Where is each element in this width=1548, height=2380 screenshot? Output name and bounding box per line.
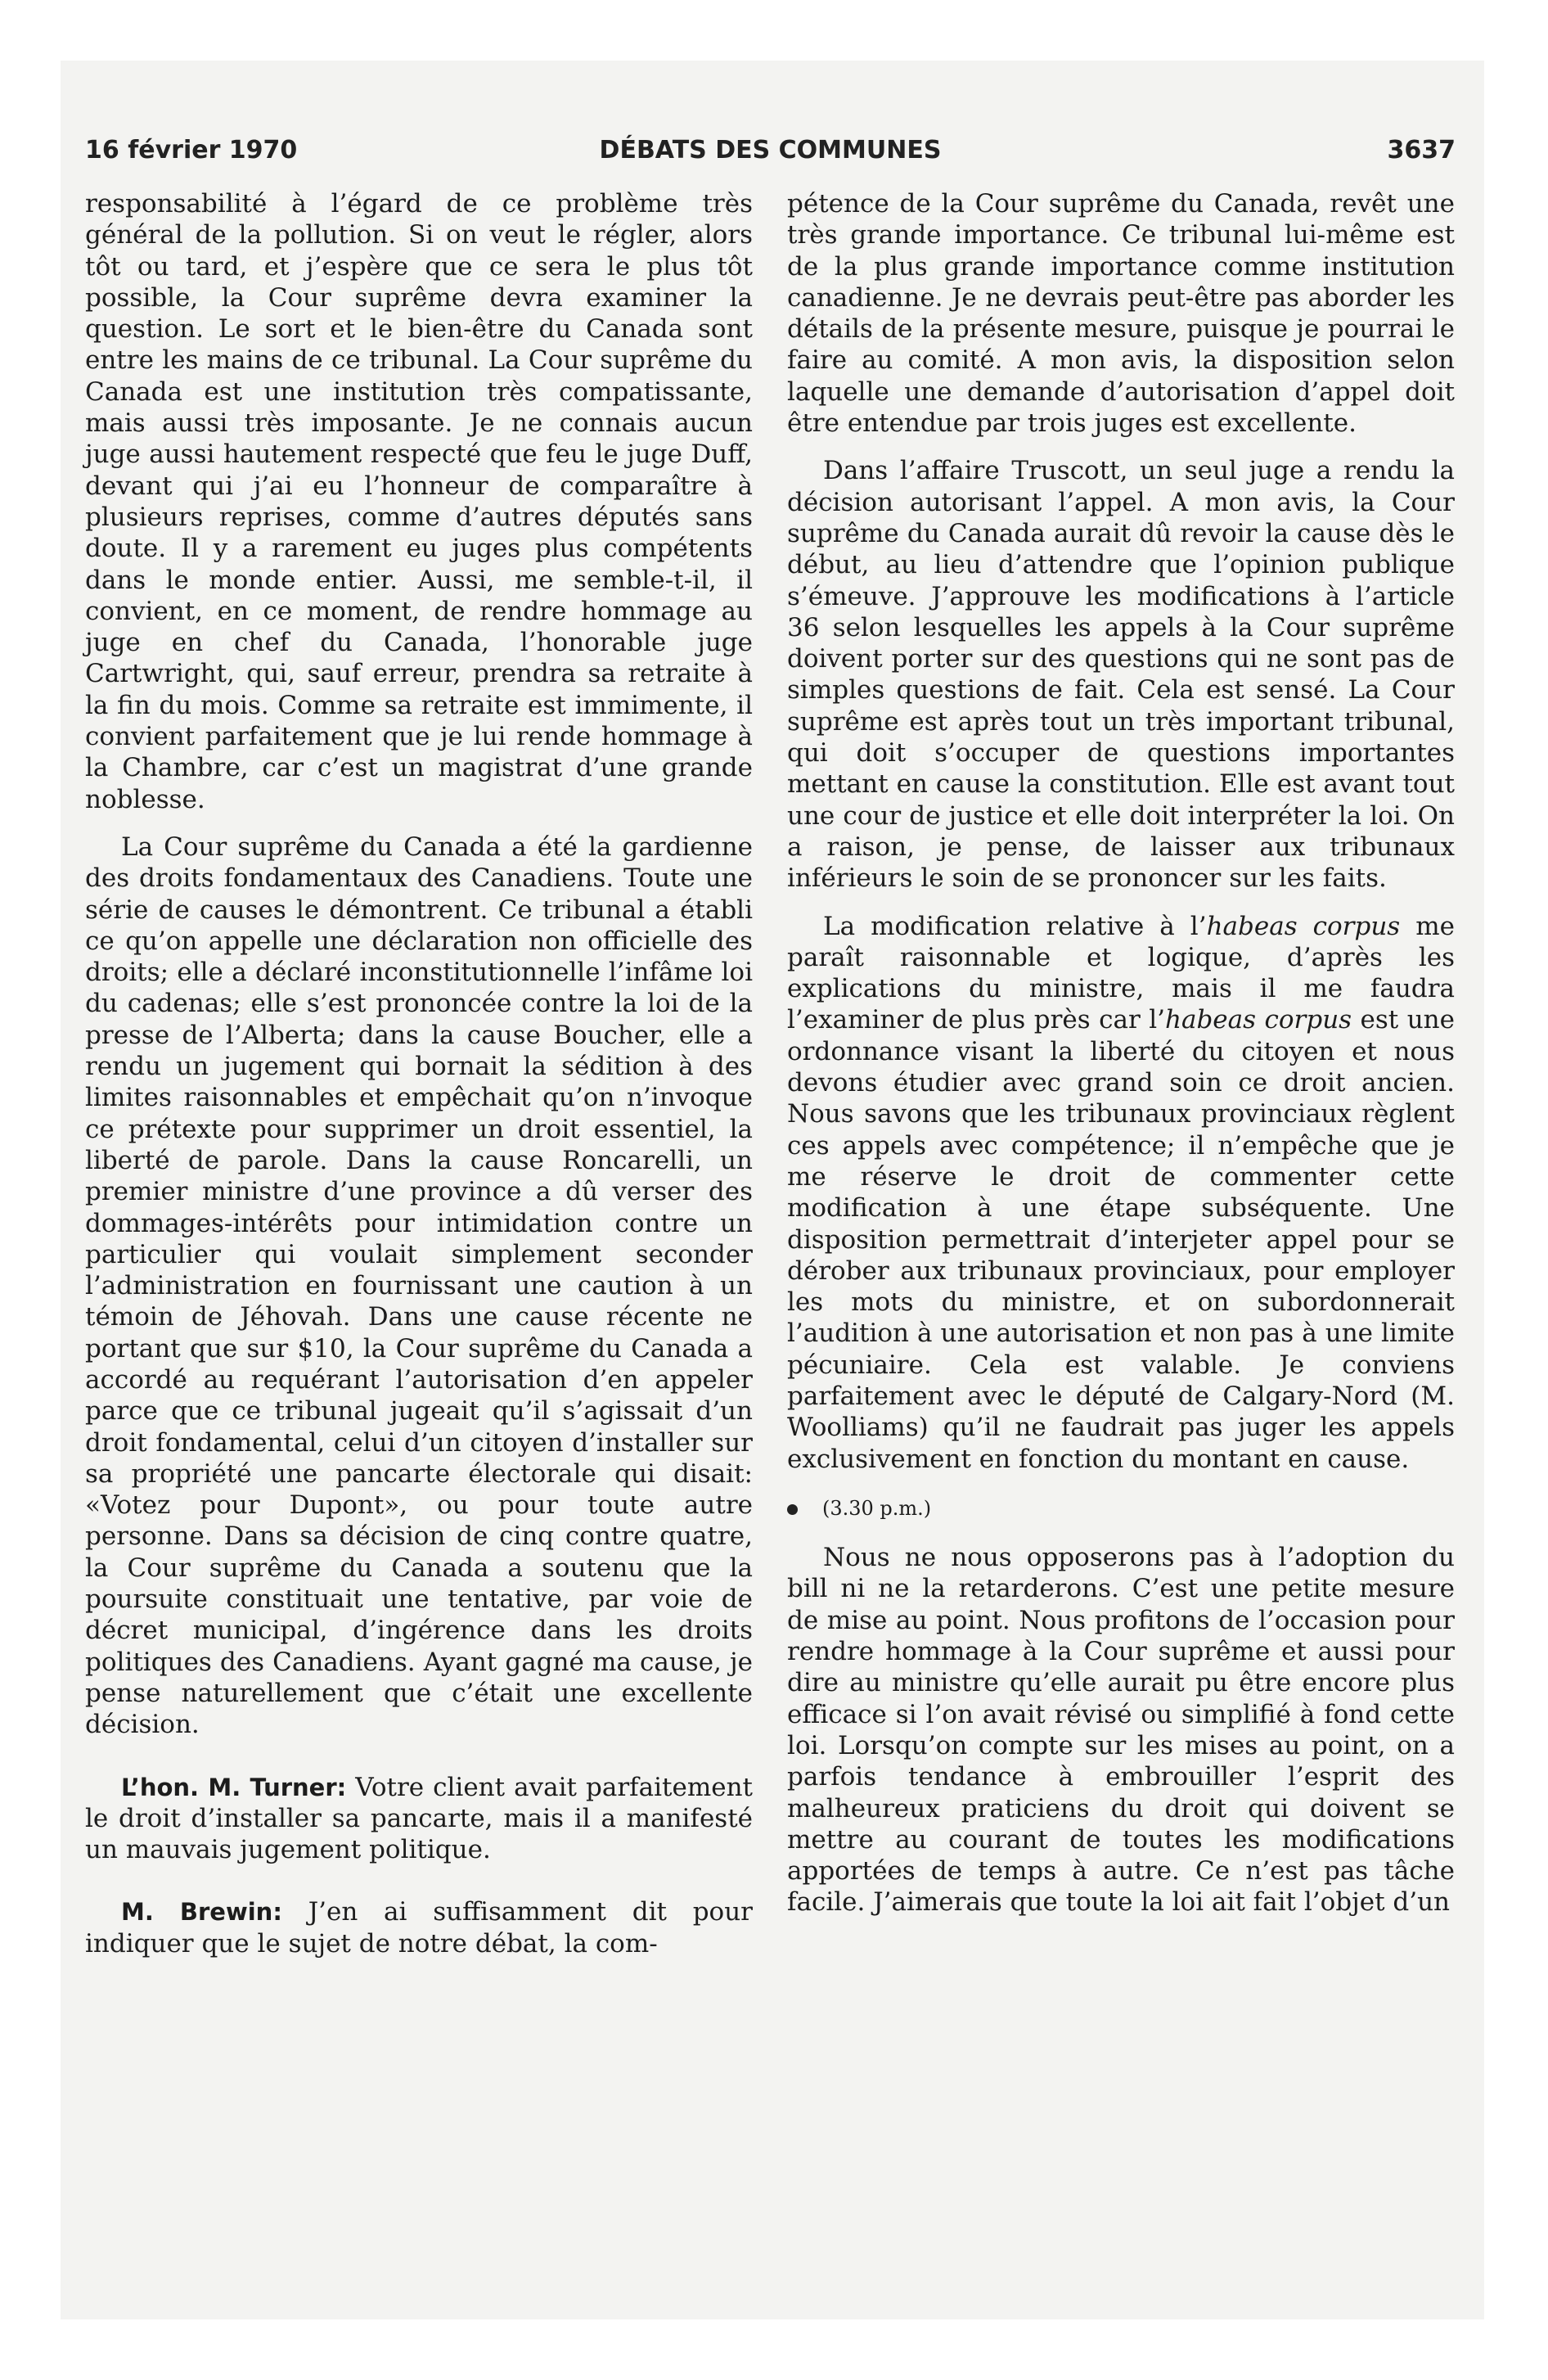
speech-turner [85,1772,753,1866]
paragraph: Dans l’affaire Truscott, un seul juge a rendu la décision autorisant l’appel. A mon avis, la Cour suprême du Canada aurait dû revoir la cause dès le début, au lieu d’attendre que l’opinion publique s’émeuve. J’approuve les modifications à l’article 36 selon lesquelles les appels à la Cour suprême doivent porter sur des questions qui ne sont pas de simples questions de fait. Cela est sensé. La Cour suprême est après tout un très important tribunal, qui doit s’occuper de questions importantes mettant en cause la constitution. Elle est avant tout une cour de justice et elle doit interpréter la loi. On a raison, je pense, de laisser aux tribunaux inférieurs le soin de se prononcer sur les faits. [787,456,1455,894]
speech-text: J’en ai suffisamment dit pour indiquer que le sujet de notre débat, la com- [85,1897,753,1959]
speaker-name: M. Brewin: [121,1898,282,1927]
paragraph: responsabilité à l’égard de ce problème très général de la pollution. Si on veut le régler, alors tôt ou tard, et j’espère que ce sera le plus tôt possible, la Cour suprême devra examiner la question. Le sort et le bien-être du Canada sont entre les mains de ce tribunal. La Cour suprême du Canada est une institution très compatissante, mais aussi très imposante. Je ne connais aucun juge aussi hautement respecté que feu le juge Duff, devant qui j’ai eu l’honneur de comparaître à plusieurs reprises, comme d’autres députés sans doute. Il y a rarement eu juges plus compétents dans le monde entier. Aussi, me semble-t-il, il convient, en ce moment, de rendre hommage au juge en chef du Canada, l’honorable juge Cartwright, qui, sauf erreur, prendra sa retraite à la fin du mois. Comme sa retraite est immimente, il convient parfaitement que je lui rende hommage à la Chambre, car c’est un magistrat d’une grande noblesse. [85,189,753,814]
text-run: La modification relative à l’ [823,911,1207,941]
paragraph-habeas-corpus [787,911,1455,1475]
text-run: est une ordonnance visant la liberté du citoyen et nous devons étudier avec grand soin ce droit ancien. Nous savons que les tribunaux provinciaux règlent ces appels avec compétence; il n’empêche que je me réserve le droit de commenter cette modification à une étape subséquente. Une disposition permettrait d’interjeter appel pour se dérober aux tribunaux provinciaux, pour employer les mots du ministre, et on subordonnerait l’audition à une autorisation et non pas à une limite pécuniaire. Cela est valable. Je conviens parfaitement avec le député de Calgary-Nord (M. Woolliams) qu’il ne faudrait pas juger les appels exclusivement en fonction du montant en cause. [787,1005,1455,1474]
document-page [61,61,1484,2319]
paragraph: pétence de la Cour suprême du Canada, revêt une très grande importance. Ce tribunal lui-même est de la plus grande importance comme institution canadienne. Je ne devrais peut-être pas aborder les détails de la présente mesure, puisque je pourrai le faire au comité. A mon avis, la disposition selon laquelle une demande d’autorisation d’appel doit être entendue par trois juges est excellente. [787,189,1455,439]
header-page-number: 3637 [1387,136,1456,165]
header-title: DÉBATS DES COMMUNES [599,136,942,165]
speech-text: Votre client avait parfaitement le droit d’installer sa pancarte, mais il a manifesté un mauvais jugement politique. [85,1772,753,1865]
page-header [85,136,1456,172]
right-column [787,188,1455,1918]
speech-brewin [85,1896,753,1959]
time-stamp [787,1493,1455,1524]
left-column [85,188,753,1959]
paragraph: Nous ne nous opposerons pas à l’adoption du bill ni ne la retarderons. C’est une petite mesure de mise au point. Nous profitons de l’occasion pour rendre hommage à la Cour suprême et aussi pour dire au ministre qu’elle aurait pu être encore plus efficace si l’on avait révisé ou simplifié à fond cette loi. Lorsqu’on compte sur les mises au point, on a parfois tendance à embrouiller l’esprit des malheureux praticiens du droit qui doivent se mettre au courant de toutes les modifications apportées de temps à autre. Ce n’est pas tâche facile. J’aimerais que toute la loi ait fait l’objet d’un [787,1543,1455,1918]
header-date: 16 février 1970 [85,136,298,165]
bullet-dot-icon [787,1504,798,1515]
speaker-name: L’hon. M. Turner: [121,1773,347,1801]
italic-term: habeas corpus [1165,1005,1352,1035]
text-run: me paraît raisonnable et logique, d’après les explications du ministre, mais il me faudra l’examiner de plus près car l’ [787,911,1455,1035]
italic-term: habeas corpus [1206,911,1401,941]
time-text: (3.30 p.m.) [822,1496,932,1520]
paragraph: La Cour suprême du Canada a été la gardienne des droits fondamentaux des Canadiens. Toute une série de causes le démontrent. Ce tribunal a établi ce qu’on appelle une déclaration non officielle des droits; elle a déclaré inconstitutionnelle l’infâme loi du cadenas; elle s’est prononcée contre la loi de la presse de l’Alberta; dans la cause Boucher, elle a rendu un jugement qui bornait la sédition à des limites raisonnables et empêchait qu’on n’invoque ce prétexte pour supprimer un droit essentiel, la liberté de parole. Dans la cause Roncarelli, un premier ministre d’une province a dû verser des dommages-intérêts pour intimidation contre un particulier qui voulait simplement seconder l’administration en fournissant une caution à un témoin de Jéhovah. Dans une cause récente ne portant que sur $10, la Cour suprême du Canada a accordé au requérant l’autorisation d’en appeler parce que ce tribunal jugeait qu’il s’agissait d’un droit fondamental, celui d’un citoyen d’installer sur sa propriété une pancarte électorale qui disait: «Votez pour Dupont», ou pour toute autre personne. Dans sa décision de cinq contre quatre, la Cour suprême du Canada a soutenu que la poursuite constituait une tentative, par voie de décret municipal, d’ingérence dans les droits politiques des Canadiens. Ayant gagné ma cause, je pense naturellement que c’était une excellente décision. [85,832,753,1740]
